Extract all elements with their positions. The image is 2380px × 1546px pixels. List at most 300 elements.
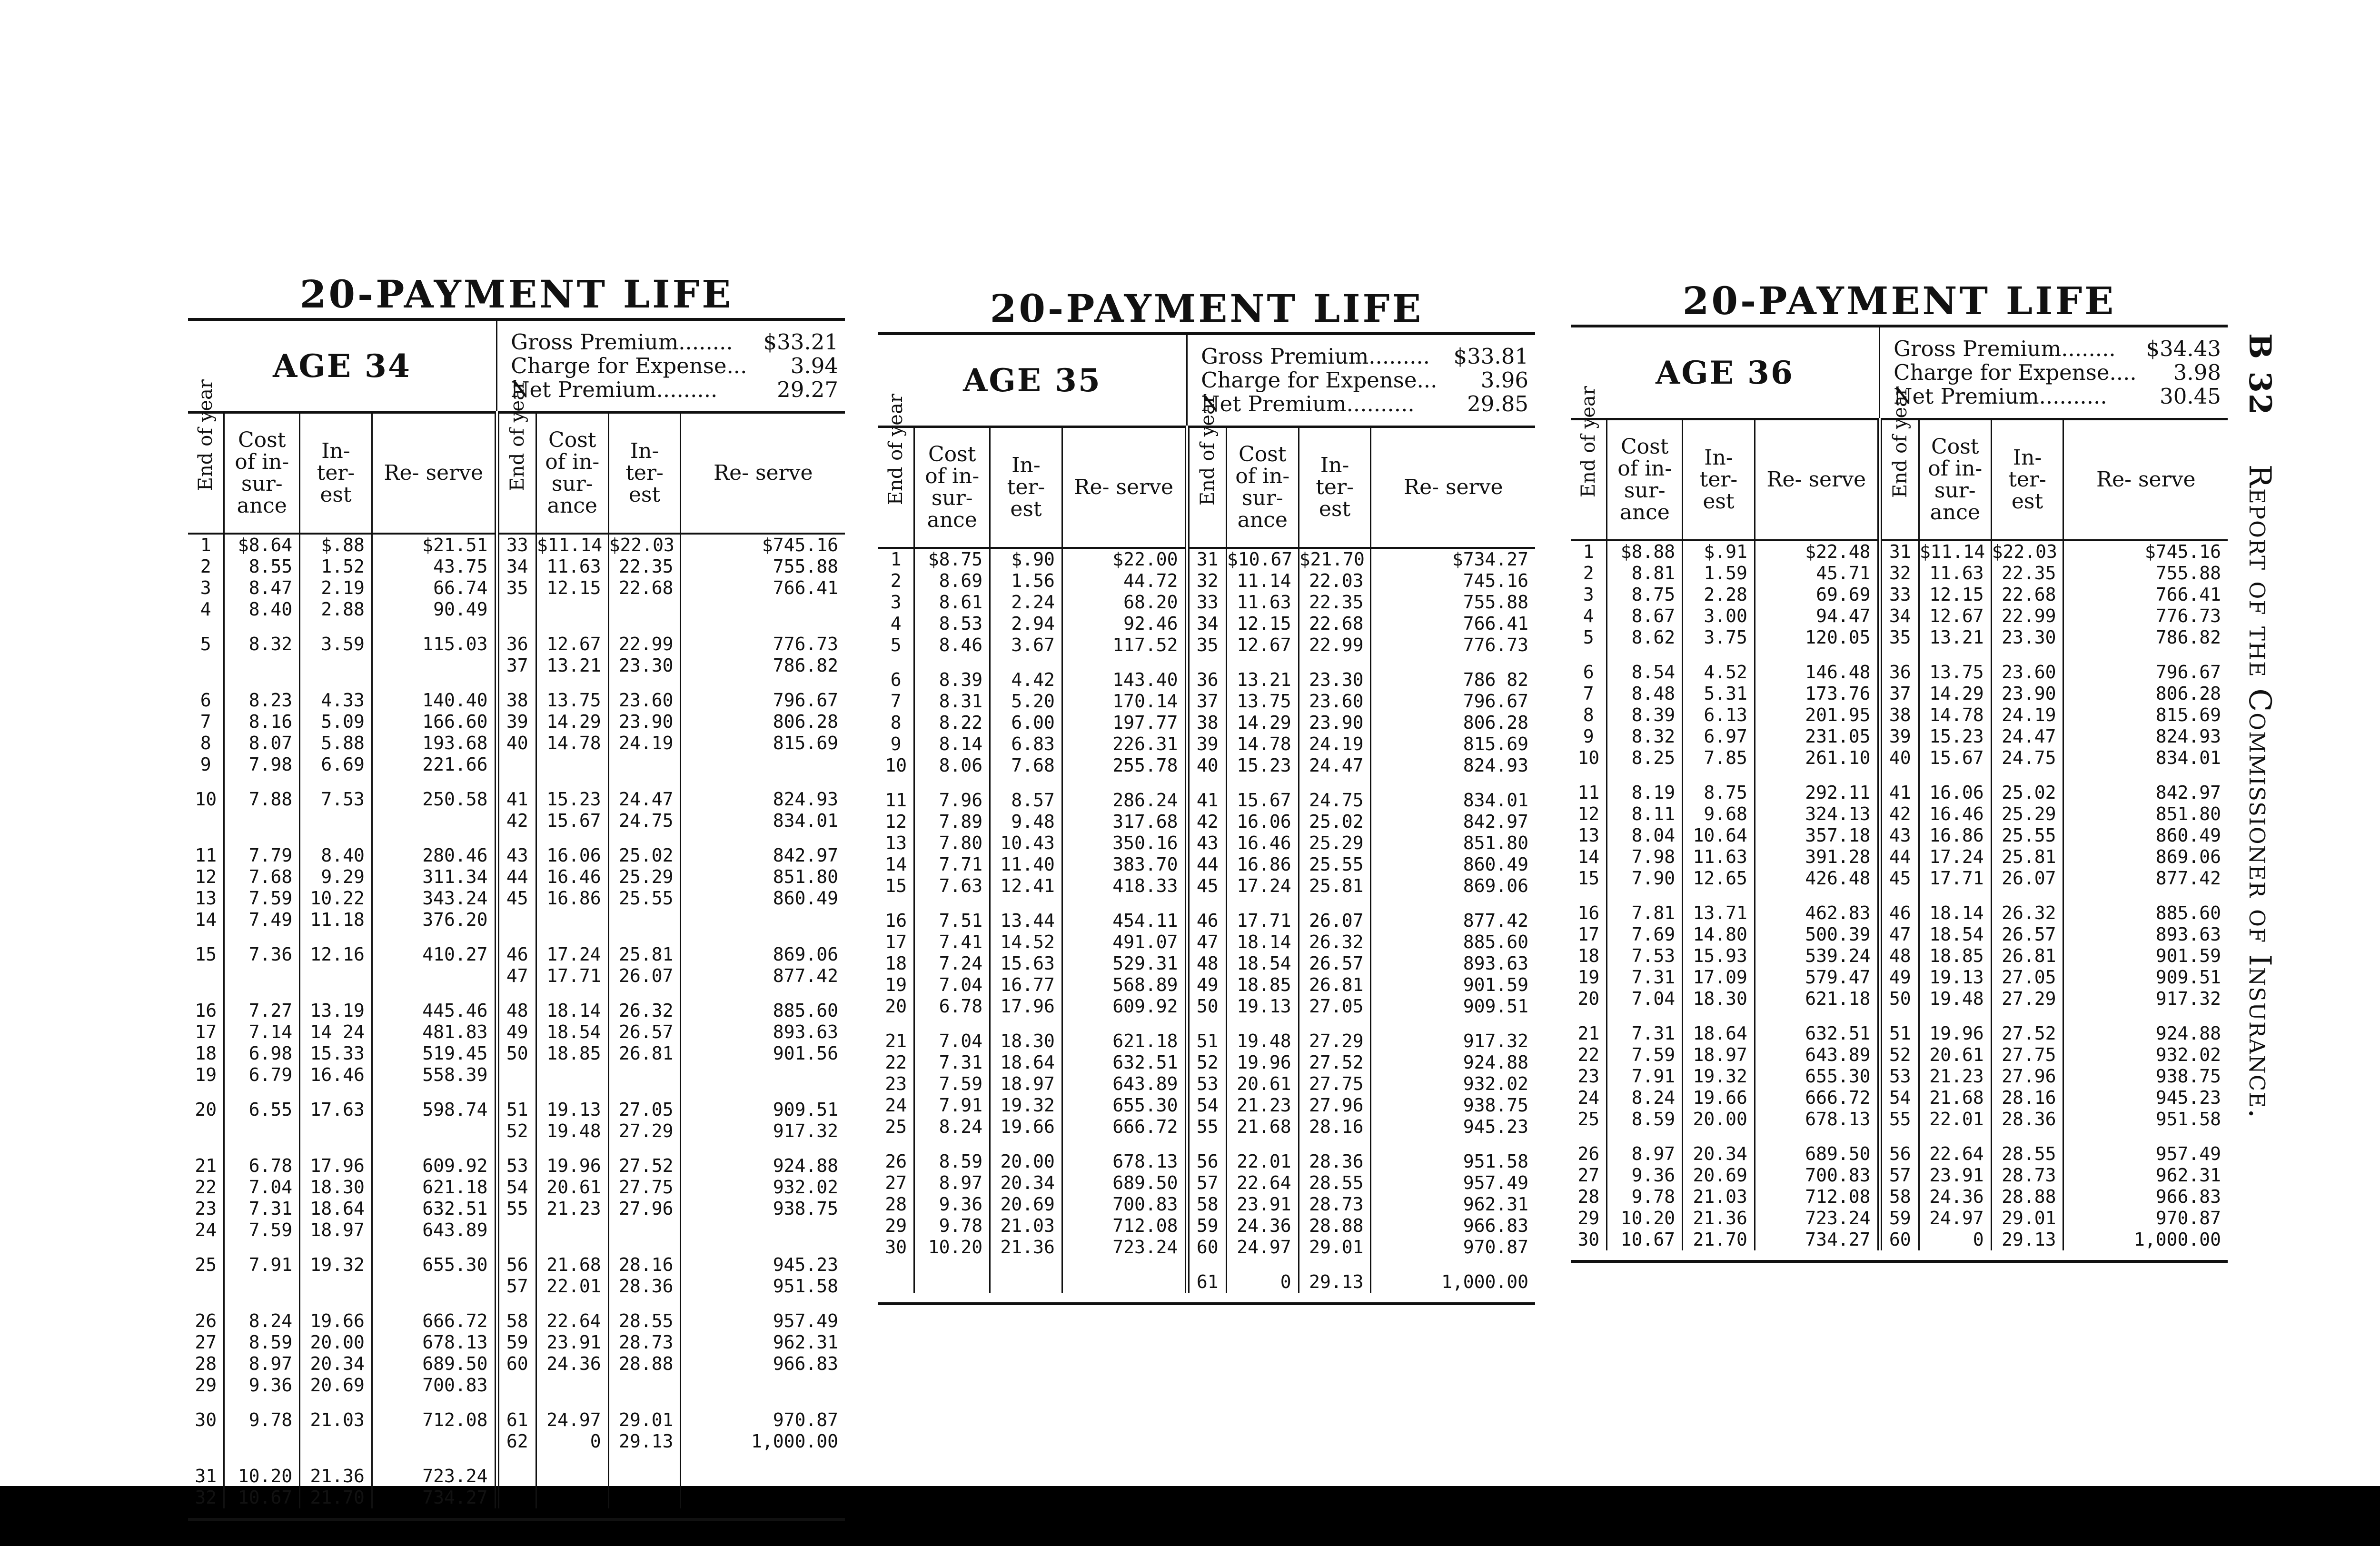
cell-r2: 796.67 (2155, 662, 2221, 683)
cell-c2: 16.46 (1919, 803, 1991, 825)
table-row (188, 987, 845, 1021)
cell-c1: 8.46 (914, 634, 990, 656)
cell-y1: 18 (878, 953, 914, 974)
cell-c2: 19.13 (1919, 967, 1991, 988)
cell-c2: 16.06 (1919, 769, 1991, 803)
cell-i1: 8.57 (990, 776, 1062, 811)
cell-c1: 8.97 (224, 1353, 300, 1375)
cell-y2: 43 (1187, 832, 1227, 854)
cell-c1: 7.59 (224, 888, 300, 909)
table-row (188, 1353, 845, 1375)
cell-i1: 14.80 (1683, 924, 1755, 945)
cell-c1: 7.69 (1607, 924, 1683, 945)
cell-c1: 10.67 (224, 1487, 300, 1508)
cell-i1: 20.34 (990, 1172, 1062, 1194)
cell-i2 (608, 1452, 681, 1487)
table-row (188, 676, 845, 711)
cell-i1: 11.18 (300, 909, 372, 931)
cell-c1: 8.47 (224, 577, 300, 599)
cell-i2: 26.07 (608, 965, 681, 987)
table-row (1571, 704, 2228, 726)
cell-y1: 16 (878, 897, 914, 932)
cell-c1: 8.32 (224, 620, 300, 655)
cell-i2: 25.55 (608, 888, 681, 909)
cell-y1: 6 (1571, 648, 1607, 683)
cell-r1: $22.00 (1062, 548, 1187, 570)
charge-for-expense-value: 3.96 (1480, 367, 1528, 393)
cell-y2: 32 (1880, 563, 1919, 584)
cell-y1: 16 (188, 987, 224, 1021)
table-row (188, 1241, 845, 1276)
cell-y1: 15 (188, 931, 224, 965)
cell-y1: 23 (878, 1073, 914, 1095)
cell-c1: 7.91 (914, 1095, 990, 1116)
net-premium-label: Net Premium.......... (1201, 391, 1415, 416)
premium-table (1571, 325, 2228, 1250)
cell-y2: 42 (1187, 811, 1227, 832)
cell-y1: 20 (188, 1086, 224, 1120)
cell-i2: 25.55 (1991, 825, 2063, 846)
cell-i1: 18.97 (990, 1073, 1062, 1095)
cell-y1: 30 (878, 1237, 914, 1258)
table-row (878, 1138, 1535, 1172)
cell-r1: 350.16 (1062, 832, 1187, 854)
cell-r2: 962.31 (773, 1332, 838, 1353)
cell-c1: 9.78 (224, 1396, 300, 1431)
header-reserve: Re- serve (681, 413, 845, 534)
cell-c2: 14.29 (1919, 683, 1991, 704)
cell-r1: 500.39 (1755, 924, 1879, 945)
cell-c1: 6.55 (224, 1086, 300, 1120)
cell-i2: 25.29 (1991, 803, 2063, 825)
cell-r2: 901.56 (773, 1043, 838, 1064)
cell-y1: 16 (1571, 889, 1607, 924)
cell-r2: 842.97 (2155, 782, 2221, 803)
cell-c2: 20.61 (1226, 1073, 1299, 1095)
table-row (878, 996, 1535, 1017)
cell-c1: 8.97 (1607, 1130, 1683, 1165)
cell-i1 (300, 965, 372, 987)
cell-r2: 755.88 (773, 556, 838, 577)
cell-c2: 22.64 (1226, 1172, 1299, 1194)
cell-r1: 621.18 (1062, 1017, 1187, 1052)
cell-r2 (681, 1487, 845, 1508)
cell-r2: 951.58 (1463, 1151, 1528, 1172)
cell-r2: 970.87 (2155, 1208, 2221, 1229)
cell-r2: 786.82 (773, 655, 838, 676)
cell-y2: 54 (1880, 1087, 1919, 1109)
cell-c2: 19.96 (536, 1142, 608, 1177)
cell-i2: 23.30 (608, 655, 681, 676)
cell-c1: 8.16 (224, 711, 300, 733)
cell-y1: 3 (878, 592, 914, 613)
cell-y1: 10 (878, 755, 914, 776)
cell-r1: 391.28 (1755, 846, 1879, 868)
cell-c2: 19.48 (1226, 1017, 1299, 1052)
cell-c2: $11.14 (1919, 540, 1991, 563)
cell-c1: 8.25 (1607, 747, 1683, 769)
cell-c2: 14.78 (1226, 733, 1299, 755)
cell-y1: 11 (878, 776, 914, 811)
cell-r1: 311.34 (372, 866, 496, 888)
cell-c2: 16.46 (536, 866, 608, 888)
cell-i2: 23.90 (608, 711, 681, 733)
cell-y2: 38 (497, 676, 536, 711)
cell-y1: 6 (188, 676, 224, 711)
table-row (1571, 1229, 2228, 1250)
cell-y2: 53 (1880, 1066, 1919, 1087)
table-row (188, 1375, 845, 1396)
cell-r2: 796.67 (773, 690, 838, 711)
cell-i1: 4.42 (990, 656, 1062, 691)
cell-c2 (536, 1452, 608, 1487)
cell-y1: 26 (878, 1138, 914, 1172)
table-row (188, 866, 845, 888)
cell-r2: 893.63 (1463, 953, 1528, 974)
cell-c1: 7.91 (1607, 1066, 1683, 1087)
cell-y1: 30 (1571, 1229, 1607, 1250)
cell-c2: 11.14 (1226, 570, 1299, 592)
cell-i2: 28.55 (1991, 1130, 2063, 1165)
cell-y1: 5 (1571, 627, 1607, 648)
table-row (878, 1194, 1535, 1215)
cell-c2: 20.61 (1919, 1044, 1991, 1066)
cell-c1: 7.04 (1607, 988, 1683, 1010)
cell-r2: 938.75 (2155, 1066, 2221, 1087)
cell-c1 (224, 1276, 300, 1297)
table-row (188, 1297, 845, 1332)
cell-y1: 17 (188, 1021, 224, 1043)
table-row (188, 1177, 845, 1198)
cell-r2: 966.83 (1463, 1215, 1528, 1236)
cell-c1: 8.19 (1607, 769, 1683, 803)
table-row (878, 1095, 1535, 1116)
table-row (188, 620, 845, 655)
header-cost-of-insurance: Cost of in- sur- ance (1919, 419, 1991, 541)
cell-y2: 38 (1880, 704, 1919, 726)
cell-r1 (1062, 1258, 1187, 1293)
cell-i1: 7.53 (300, 775, 372, 810)
header-end-of-year: End of year (188, 413, 224, 534)
cell-i2: 23.30 (1991, 627, 2063, 648)
cell-i1: 1.56 (990, 570, 1062, 592)
cell-i2: 24.75 (1991, 747, 2063, 769)
cell-i1: 18.97 (300, 1219, 372, 1241)
cell-y1: 32 (188, 1487, 224, 1508)
cell-y1: 20 (878, 996, 914, 1017)
cell-i2: 23.60 (608, 676, 681, 711)
table-row (188, 1064, 845, 1086)
cell-c1: 8.40 (224, 599, 300, 620)
cell-c2: 14.29 (536, 711, 608, 733)
table-row (188, 1487, 845, 1508)
cell-r1: 723.24 (1755, 1208, 1879, 1229)
cell-i2: $22.03 (1991, 540, 2063, 563)
gross-premium-line (1894, 337, 2221, 361)
cell-r2: 970.87 (1463, 1237, 1528, 1258)
cell-y1: 22 (188, 1177, 224, 1198)
cell-r2: 860.49 (1463, 854, 1528, 875)
cell-i2: 26.57 (608, 1021, 681, 1043)
cell-y1: 14 (1571, 846, 1607, 868)
cell-i2: 26.07 (1991, 868, 2063, 889)
cell-c1: $8.88 (1607, 540, 1683, 563)
cell-i1: 12.16 (300, 931, 372, 965)
cell-c1: 8.31 (914, 691, 990, 712)
cell-r2: 860.49 (773, 888, 838, 909)
cell-r1: 197.77 (1062, 712, 1187, 733)
cell-y1: 29 (878, 1215, 914, 1237)
cell-r2: 1,000.00 (1441, 1271, 1528, 1292)
cell-c2 (536, 1064, 608, 1086)
table-row (188, 599, 845, 620)
cell-y1 (188, 1431, 224, 1452)
table-row (188, 1142, 845, 1177)
header-interest: In- ter- est (1991, 419, 2063, 541)
cell-i1: 8.40 (300, 832, 372, 866)
cell-c2: 23.91 (536, 1332, 608, 1353)
cell-r2 (681, 1452, 845, 1487)
cell-c2: 22.64 (536, 1297, 608, 1332)
cell-y1: 15 (1571, 868, 1607, 889)
cell-c2: 16.06 (536, 832, 608, 866)
cell-y1: 28 (188, 1353, 224, 1375)
cell-c2: 18.85 (1919, 945, 1991, 967)
cell-i2: 29.13 (1991, 1229, 2063, 1250)
cell-c1: 6.79 (224, 1064, 300, 1086)
net-premium-line (1201, 392, 1528, 416)
table-row (1571, 846, 2228, 868)
cell-i1: 19.32 (1683, 1066, 1755, 1087)
table-row (878, 1172, 1535, 1194)
cell-i2: 27.75 (608, 1177, 681, 1198)
cell-y1: 9 (1571, 726, 1607, 747)
header-reserve: Re- serve (372, 413, 496, 534)
cell-r1: 632.51 (1062, 1052, 1187, 1073)
cell-i2: 25.81 (608, 931, 681, 965)
table-title: 20-PAYMENT LIFE (299, 272, 734, 317)
cell-r1: 643.89 (1755, 1044, 1879, 1066)
cell-r1: 250.58 (372, 775, 496, 810)
cell-r2: 909.51 (2155, 967, 2221, 988)
cell-i1: 6.83 (990, 733, 1062, 755)
cell-r2: 869.06 (773, 944, 838, 965)
cell-r2: 776.73 (773, 634, 838, 654)
cell-c2: 23.91 (1226, 1194, 1299, 1215)
cell-i1: 10.43 (990, 832, 1062, 854)
cell-r2: 962.31 (2155, 1165, 2221, 1186)
table-row (1571, 683, 2228, 704)
cell-r1: 723.24 (1062, 1237, 1187, 1258)
cell-c2: 13.75 (1919, 648, 1991, 683)
cell-i1: 2.88 (300, 599, 372, 620)
net-premium-label: Net Premium......... (511, 377, 718, 402)
cell-c2: 11.63 (1226, 592, 1299, 613)
table-row (1571, 648, 2228, 683)
cell-r2: 938.75 (773, 1198, 838, 1219)
cell-r2: 1,000.00 (2133, 1229, 2221, 1250)
cell-r1: 723.24 (372, 1452, 496, 1487)
cell-r1: 45.71 (1755, 563, 1879, 584)
cell-r1: 170.14 (1062, 691, 1187, 712)
cell-r2: 806.28 (1463, 712, 1528, 733)
cell-i2: 29.13 (608, 1431, 681, 1452)
cell-r1: 94.47 (1755, 605, 1879, 627)
cell-i2: 26.32 (608, 987, 681, 1021)
cell-y1: 23 (188, 1198, 224, 1219)
cell-i2: 28.55 (1299, 1172, 1371, 1194)
cell-c1: 7.24 (914, 953, 990, 974)
cell-i1 (300, 1120, 372, 1142)
cell-c2: 18.54 (1919, 924, 1991, 945)
cell-i1: 4.33 (300, 676, 372, 711)
cell-i2: 22.35 (608, 556, 681, 577)
cell-r1: 609.92 (372, 1142, 496, 1177)
gross-premium-value: $34.43 (2146, 336, 2221, 361)
cell-r1: 280.46 (372, 832, 496, 866)
cell-i1: 13.71 (1683, 889, 1755, 924)
cell-c1: 7.81 (1607, 889, 1683, 924)
cell-i1: 10.22 (300, 888, 372, 909)
cell-c2: 17.24 (1919, 846, 1991, 868)
cell-y2: 42 (497, 810, 536, 832)
cell-c1: 7.96 (914, 776, 990, 811)
gross-premium-label: Gross Premium........ (511, 329, 733, 355)
page-number: B 32 (2242, 333, 2278, 416)
cell-c2: 17.24 (1226, 875, 1299, 897)
cell-r2: 957.49 (2155, 1143, 2221, 1164)
cell-i1: 19.32 (990, 1095, 1062, 1116)
cell-r2: 901.59 (1463, 974, 1528, 995)
cell-i1: 21.03 (1683, 1186, 1755, 1208)
table-row (1571, 1186, 2228, 1208)
cell-c1: 10.20 (224, 1452, 300, 1487)
cell-y2: 42 (1880, 803, 1919, 825)
table-row (188, 655, 845, 676)
cell-y1: 11 (188, 832, 224, 866)
cell-c1: 7.98 (1607, 846, 1683, 868)
table-row (188, 1431, 845, 1452)
cell-i2 (608, 909, 681, 931)
cell-r2: 786.82 (2155, 627, 2221, 648)
cell-y2: 44 (1880, 846, 1919, 868)
cell-y1: 4 (878, 613, 914, 634)
cell-i2: 24.19 (1991, 704, 2063, 726)
cell-c2: 12.15 (1919, 584, 1991, 605)
cell-c2: 24.36 (1226, 1215, 1299, 1237)
cell-i2: 22.99 (1991, 605, 2063, 627)
table-row (878, 1052, 1535, 1073)
cell-c2: 18.14 (536, 987, 608, 1021)
table-row (1571, 1130, 2228, 1165)
cell-c1: 7.90 (1607, 868, 1683, 889)
cell-r1: 343.24 (372, 888, 496, 909)
cell-i1: 7.68 (990, 755, 1062, 776)
cell-c1: 8.54 (1607, 648, 1683, 683)
cell-y2: 55 (1880, 1109, 1919, 1130)
column-header-row (188, 413, 845, 534)
cell-r1 (372, 1431, 496, 1452)
cell-i2: 23.60 (1299, 691, 1371, 712)
cell-c1: 7.51 (914, 897, 990, 932)
cell-c2: 12.15 (536, 577, 608, 599)
cell-c2: 17.71 (536, 965, 608, 987)
cell-i1: 8.75 (1683, 769, 1755, 803)
gross-premium-line (511, 330, 838, 354)
cell-r1: 678.13 (1755, 1109, 1879, 1130)
cell-r2: 966.83 (773, 1353, 838, 1374)
cell-r2: 917.32 (1463, 1031, 1528, 1051)
cell-i1: 5.31 (1683, 683, 1755, 704)
cell-y1: 4 (1571, 605, 1607, 627)
cell-c1: 10.20 (914, 1237, 990, 1258)
cell-r1: 689.50 (1062, 1172, 1187, 1194)
cell-r2: 909.51 (773, 1099, 838, 1120)
cell-r2: 851.80 (2155, 803, 2221, 824)
cell-y2: 46 (1880, 889, 1919, 924)
cell-y2: 61 (497, 1396, 536, 1431)
cell-i2: 24.19 (1299, 733, 1371, 755)
cell-i1 (300, 810, 372, 832)
cell-c1: 10.20 (1607, 1208, 1683, 1229)
table-row (1571, 1109, 2228, 1130)
cell-i1: 2.24 (990, 592, 1062, 613)
cell-r1: 445.46 (372, 987, 496, 1021)
cell-i2: 27.52 (608, 1142, 681, 1177)
cell-y2: 37 (497, 655, 536, 676)
cell-y1 (188, 655, 224, 676)
cell-y2: 32 (1187, 570, 1227, 592)
cell-i2: 22.03 (1299, 570, 1371, 592)
cell-c1: 7.14 (224, 1021, 300, 1043)
cell-c1: 7.31 (224, 1198, 300, 1219)
cell-i2: 27.52 (1991, 1010, 2063, 1044)
cell-c2: 22.64 (1919, 1130, 1991, 1165)
cell-c2: 16.06 (1226, 811, 1299, 832)
cell-c2: 0 (1226, 1258, 1299, 1293)
cell-r1: 712.08 (1062, 1215, 1187, 1237)
cell-r1: 143.40 (1062, 656, 1187, 691)
cell-i2: 29.01 (1991, 1208, 2063, 1229)
cell-i1: 21.03 (300, 1396, 372, 1431)
cell-r1: 426.48 (1755, 868, 1879, 889)
cell-i1: 3.75 (1683, 627, 1755, 648)
cell-y2 (497, 909, 536, 931)
cell-i2: 28.88 (1299, 1215, 1371, 1237)
cell-i2: 27.75 (1299, 1073, 1371, 1095)
cell-y2: 59 (1187, 1215, 1227, 1237)
cell-y1: 28 (878, 1194, 914, 1215)
cell-y2: 40 (1880, 747, 1919, 769)
cell-c2: 19.13 (1226, 996, 1299, 1017)
cell-c2: 16.46 (1226, 832, 1299, 854)
cell-i1: 18.97 (1683, 1044, 1755, 1066)
cell-c1: 7.53 (1607, 945, 1683, 967)
cell-c2: 24.97 (1919, 1208, 1991, 1229)
cell-c1: 8.06 (914, 755, 990, 776)
cell-c1: 7.41 (914, 932, 990, 953)
cell-c1 (224, 810, 300, 832)
cell-r2: 851.80 (773, 866, 838, 887)
cell-y1: 1 (878, 548, 914, 570)
cell-i1: 18.64 (300, 1198, 372, 1219)
cell-c2 (536, 1375, 608, 1396)
cell-y2 (497, 1452, 536, 1487)
cell-c1 (224, 655, 300, 676)
cell-r1: 712.08 (1755, 1186, 1879, 1208)
cell-y1: 13 (1571, 825, 1607, 846)
cell-i1: 21.03 (990, 1215, 1062, 1237)
